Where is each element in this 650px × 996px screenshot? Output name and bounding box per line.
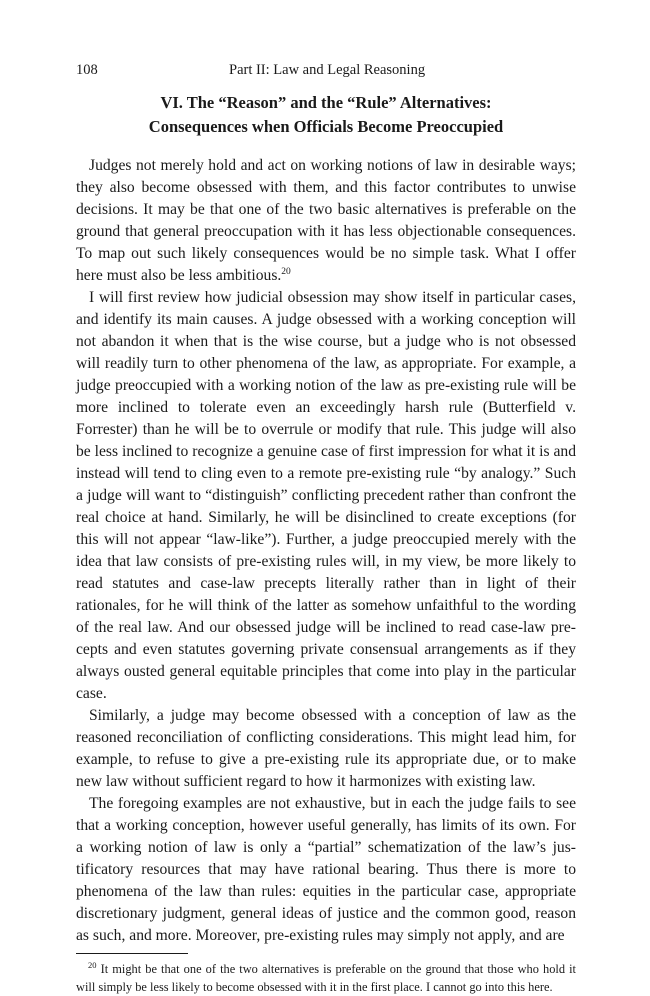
footnote-divider bbox=[76, 953, 188, 954]
paragraph-4-text: The foregoing examples are not exhaustive, but in each the judge fails to see that a working conception, however useful generally, has limits of its own. For a working notion of law is only a “partial” schematization of the law’s justificatory resources that may have rational bearing. Thus there is more to phenomena of the law than rules: equities in the particular case, appropriate discretionary judgment, general ideas of justice and the common good, reason as such, and more. Moreover, pre-existing rules may simply not apply, and are bbox=[76, 795, 576, 944]
part-title: Part II: Law and Legal Reasoning bbox=[229, 62, 426, 78]
section-heading-line-2: Consequences when Officials Become Preoccupied bbox=[148, 116, 504, 136]
paragraph-1-text: Judges not merely hold and act on working notions of law in desirable ways; they also become obsessed with them, and this factor contributes to unwise decisions. It may be that one of the two basic alternatives is preferable on the ground that general preoccupation with it has less objectionable consequences. To map out such likely consequences would be no simple task. What I offer here must also be less ambitious. bbox=[76, 157, 576, 284]
paragraph-3-text: Similarly, a judge may become obsessed with a conception of law as the reasoned reconciliation of conflicting considerations. This might lead him, for example, to refuse to give a pre-existing rule its appropriate due, or to make new law without sufficient regard to how it harmonizes with existing law. bbox=[76, 707, 576, 790]
paragraph-2 bbox=[76, 287, 576, 705]
paragraph-3 bbox=[76, 705, 576, 793]
paragraph-4 bbox=[76, 793, 576, 947]
footnote-reference: 20 bbox=[281, 267, 291, 277]
paragraph-2-text: I will first review how judicial obsession may show itself in particular cases, and identify its main causes. A judge obsessed with a working conception will not abandon it when that is the wise course, but a judge who is not obsessed will readily turn to other phenomena of the law, as appropriate. For example, a judge preoccupied with a working notion of the law as pre-existing rule will be more inclined to tolerate even an exceedingly harsh rule (Butterfield v. Forrester) than he will be to overrule or modify that rule. This judge will also be less inclined to recognize a genuine case of first impression for what it is and instead will tend to cling even to a remote pre-existing rule “by analogy.” Such a judge will want to “distinguish” conflicting precedent rather than confront the real choice at hand. Similarly, he will be disinclined to create exceptions (for this will not appear “law-like”). Further, a judge preoccupied merely with the idea that law consists of pre-existing rules will, in my view, be more likely to read statutes and case-law precepts literally rather than in light of their rationales, for he will think of the latter as somehow unfaithful to the wording of the real law. And our obsessed judge will be inclined to read case-law precepts and even statutes governing private consensual arrangements as if they always ousted general equitable principles that come into play in the particular case. bbox=[76, 289, 576, 702]
footnote-20 bbox=[76, 961, 576, 996]
book-page bbox=[76, 62, 576, 996]
section-heading-line-1: VI. The “Reason” and the “Rule” Alternatives: bbox=[160, 93, 492, 112]
footnote-text: It might be that one of the two alternatives is preferable on the ground that those who hold it will simply be less likely to become obsessed with it in the first place. I cannot go into this here. bbox=[76, 962, 576, 994]
footnote-mark: 20 bbox=[88, 960, 97, 970]
paragraph-1 bbox=[76, 155, 576, 287]
running-head bbox=[76, 62, 576, 86]
section-heading bbox=[76, 91, 576, 138]
page-number: 108 bbox=[76, 62, 98, 78]
